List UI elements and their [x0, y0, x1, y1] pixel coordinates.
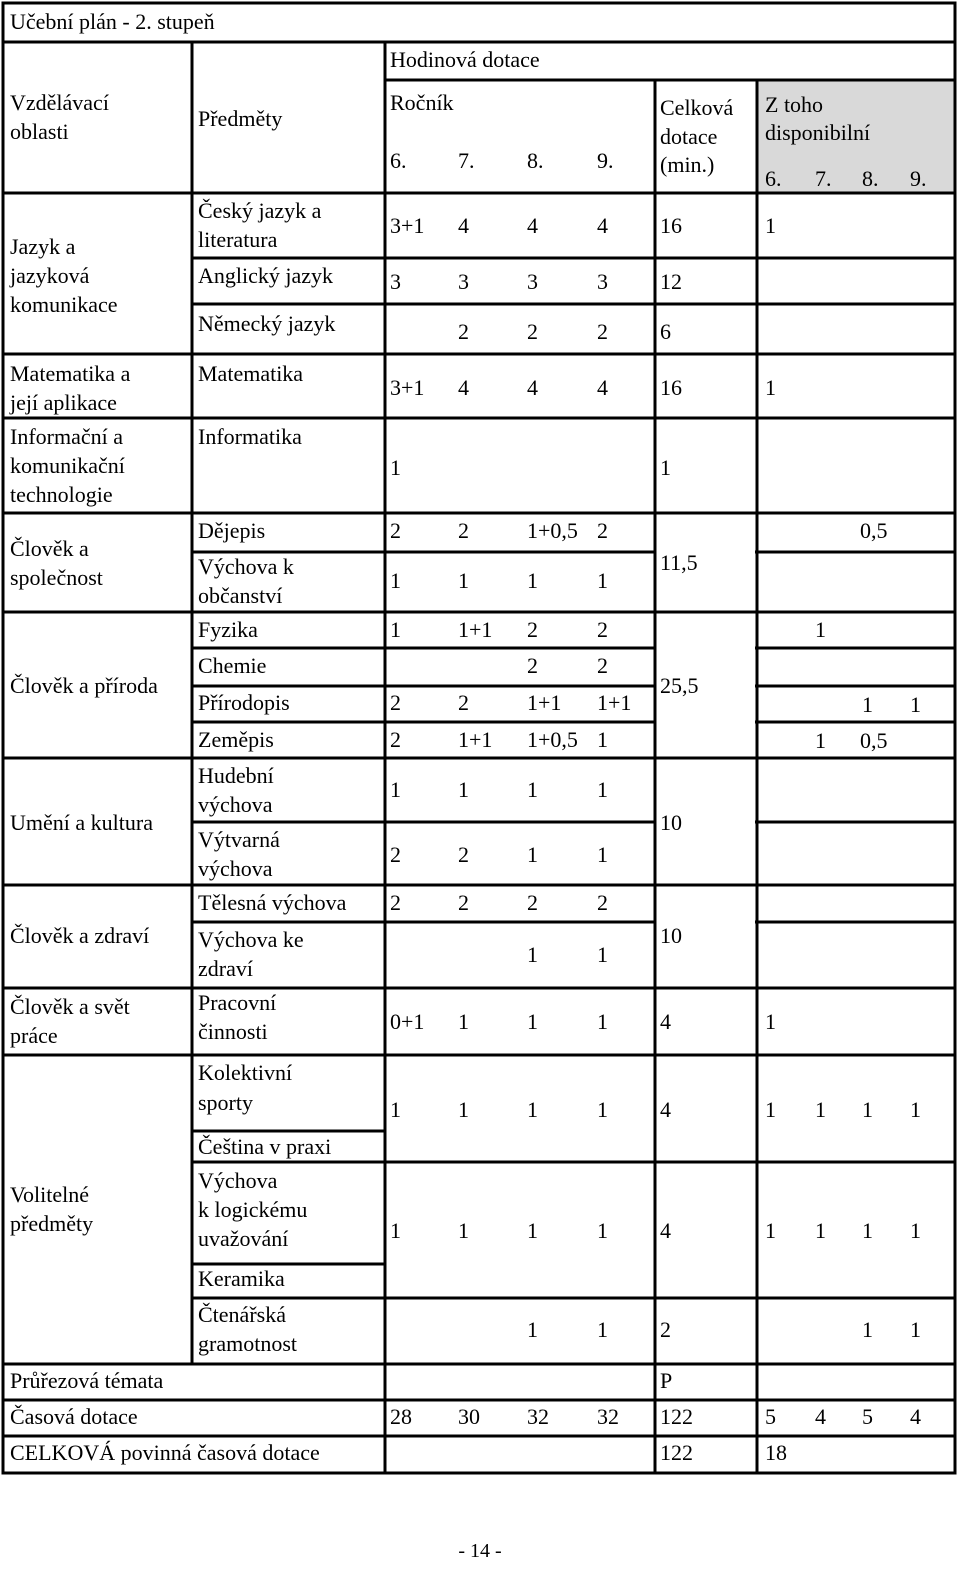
header-grade: 8. [527, 148, 544, 173]
area-clovek-svet-prace: práce [10, 1023, 58, 1048]
cell-value: 1 [765, 375, 776, 400]
cell-value: 3 [458, 269, 469, 294]
area-clovek-spolecnost: Člověk a [10, 536, 89, 561]
area-jazyk: jazyková [10, 263, 90, 288]
cell-value: 1 [597, 568, 608, 593]
subject-logicke: k logickému [198, 1197, 308, 1222]
header-celkova: (min.) [660, 152, 715, 177]
cell-total: 10 [660, 810, 682, 835]
cell-value: 2 [458, 842, 469, 867]
subject-pracovni: činnosti [198, 1019, 268, 1044]
header-celkova: dotace [660, 124, 718, 149]
subject-cestina-praxi: Čeština v praxi [198, 1134, 332, 1159]
cell-value: 1 [527, 1317, 538, 1342]
cell-value: 4 [527, 213, 538, 238]
header-ztoho: disponibilní [765, 120, 871, 145]
cell-value: 1 [527, 942, 538, 967]
cell-value: 1 [458, 777, 469, 802]
cell-value: 1 [527, 777, 538, 802]
cell-value: 1 [815, 617, 826, 642]
cell-value: 2 [458, 890, 469, 915]
cell-value: 1+1 [458, 727, 493, 752]
cell-value: 1 [527, 1097, 538, 1122]
area-volitelne: předměty [10, 1211, 94, 1236]
cell-value: 2 [458, 690, 469, 715]
cell-value: 3+1 [390, 375, 425, 400]
area-ict: Informační a [10, 424, 123, 449]
subject-hudebni: výchova [198, 792, 273, 817]
header-grade: 9. [597, 148, 614, 173]
cell-value: 1+1 [597, 690, 632, 715]
cell-value: 28 [390, 1404, 412, 1429]
cell-value: 5 [765, 1404, 776, 1429]
area-clovek-spolecnost: společnost [10, 565, 103, 590]
cell-value: 1 [765, 1097, 776, 1122]
area-matematika: její aplikace [10, 390, 117, 415]
cell-value: 2 [458, 319, 469, 344]
cell-value: 2 [390, 842, 401, 867]
cell-value: 1 [862, 692, 873, 717]
cell-value: 1 [597, 1009, 608, 1034]
cell-value: 1 [765, 1218, 776, 1243]
cell-total: 11,5 [660, 550, 698, 575]
subject-nemecky: Německý jazyk [198, 311, 336, 336]
cell-value: 3 [597, 269, 608, 294]
cell-value: 1 [527, 568, 538, 593]
cell-value: 2 [458, 518, 469, 543]
cell-value: 4 [527, 375, 538, 400]
cell-value: 18 [765, 1440, 787, 1465]
cell-value: 2 [597, 617, 608, 642]
cell-value: 1 [862, 1218, 873, 1243]
header-rocnik: Ročník [390, 90, 454, 115]
header-disp-grade: 6. [765, 166, 782, 191]
cell-value: 4 [458, 375, 469, 400]
cell-value: 2 [390, 890, 401, 915]
cell-value: 1 [815, 728, 826, 753]
header-celkova: Celková [660, 95, 734, 120]
cell-value: 1 [390, 777, 401, 802]
subject-zemepis: Zeměpis [198, 727, 274, 752]
cell-value: 2 [527, 617, 538, 642]
cell-total: 25,5 [660, 673, 699, 698]
cell-value: 12 [660, 269, 682, 294]
cell-value: 2 [527, 890, 538, 915]
header-oblast: Vzdělávací [10, 90, 109, 115]
subject-fyzika: Fyzika [198, 617, 258, 642]
row-pruzezova: Průřezová témata [10, 1368, 164, 1393]
cell-value: 1 [862, 1317, 873, 1342]
cell-value: 0,5 [860, 518, 888, 543]
subject-hudebni: Hudební [198, 763, 274, 788]
subject-cesky: Český jazyk a [198, 198, 322, 223]
subject-logicke: Výchova [198, 1168, 278, 1193]
subject-vkz: Výchova ke [198, 927, 304, 952]
cell-value: 2 [527, 653, 538, 678]
cell-value: 6 [660, 319, 671, 344]
cell-value: 1 [910, 1097, 921, 1122]
cell-value: 1 [390, 1218, 401, 1243]
cell-value: 2 [390, 518, 401, 543]
cell-value: 5 [862, 1404, 873, 1429]
cell-value: 2 [597, 518, 608, 543]
cell-value: 4 [815, 1404, 826, 1429]
cell-value: 2 [597, 653, 608, 678]
area-jazyk: Jazyk a [10, 234, 76, 259]
page-title: Učební plán - 2. stupeň [10, 9, 215, 34]
area-matematika: Matematika a [10, 361, 131, 386]
cell-value: 1 [597, 777, 608, 802]
cell-value: 30 [458, 1404, 480, 1429]
cell-value: 1 [527, 842, 538, 867]
cell-value: 1 [390, 1097, 401, 1122]
area-jazyk: komunikace [10, 292, 118, 317]
header-oblast: oblasti [10, 119, 69, 144]
cell-value: 0,5 [860, 728, 888, 753]
cell-value: 1 [910, 1317, 921, 1342]
subject-vytvarna: výchova [198, 856, 273, 881]
cell-value: 1 [597, 1317, 608, 1342]
area-volitelne: Volitelné [10, 1182, 90, 1207]
cell-value: 4 [910, 1404, 921, 1429]
row-celkova: CELKOVÁ povinná časová dotace [10, 1440, 320, 1465]
cell-value: 1 [390, 568, 401, 593]
subject-chemie: Chemie [198, 653, 267, 678]
cell-value: 1 [765, 1009, 776, 1034]
subject-ctenarska: gramotnost [198, 1331, 297, 1356]
subject-informatika: Informatika [198, 424, 302, 449]
header-grade: 7. [458, 148, 475, 173]
cell-value: 1 [597, 727, 608, 752]
cell-value: 1 [458, 1218, 469, 1243]
cell-value: 1+0,5 [527, 727, 578, 752]
cell-value: 2 [660, 1317, 671, 1342]
cell-value: 4 [660, 1097, 671, 1122]
cell-value: 4 [660, 1218, 671, 1243]
page-number: - 14 - [458, 1540, 502, 1562]
cell-value: 0+1 [390, 1009, 425, 1034]
header-ztoho: Z toho [765, 92, 824, 117]
cell-value: 16 [660, 375, 682, 400]
cell-value: 1 [458, 568, 469, 593]
cell-value: 1+1 [527, 690, 562, 715]
cell-value: 1 [910, 692, 921, 717]
cell-value: 16 [660, 213, 682, 238]
subject-kolektivni: Kolektivní [198, 1060, 293, 1085]
cell-value: P [660, 1368, 673, 1393]
subject-logicke: uvažování [198, 1226, 289, 1251]
cell-value: 3 [527, 269, 538, 294]
header-disp-grade: 8. [862, 166, 879, 191]
cell-value: 122 [660, 1440, 693, 1465]
cell-value: 1 [660, 455, 671, 480]
subject-prirodopis: Přírodopis [198, 690, 290, 715]
subject-matematika: Matematika [198, 361, 304, 386]
area-umeni-kultura: Umění a kultura [10, 810, 153, 835]
cell-value: 1 [597, 942, 608, 967]
cell-value: 2 [390, 727, 401, 752]
cell-value: 1 [527, 1218, 538, 1243]
cell-total: 10 [660, 923, 682, 948]
cell-value: 2 [597, 890, 608, 915]
cell-value: 2 [390, 690, 401, 715]
cell-value: 4 [660, 1009, 671, 1034]
area-clovek-svet-prace: Člověk a svět [10, 994, 130, 1019]
subject-vytvarna: Výtvarná [198, 827, 280, 852]
cell-value: 1 [458, 1009, 469, 1034]
cell-value: 1 [815, 1218, 826, 1243]
subject-ctenarska: Čtenářská [198, 1302, 286, 1327]
subject-anglicky: Anglický jazyk [198, 263, 334, 288]
cell-value: 1 [390, 617, 401, 642]
subject-vko: občanství [198, 583, 283, 608]
cell-value: 1 [390, 455, 401, 480]
cell-value: 4 [458, 213, 469, 238]
subject-cesky: literatura [198, 227, 278, 252]
cell-value: 4 [597, 213, 608, 238]
cell-value: 2 [527, 319, 538, 344]
cell-value: 1 [815, 1097, 826, 1122]
subject-vkz: zdraví [198, 956, 253, 981]
cell-value: 1+0,5 [527, 518, 578, 543]
subject-kolektivni: sporty [198, 1090, 253, 1115]
cell-value: 3 [390, 269, 401, 294]
cell-value: 32 [597, 1404, 619, 1429]
subject-vko: Výchova k [198, 554, 294, 579]
row-casova: Časová dotace [10, 1404, 138, 1429]
subject-telesna: Tělesná výchova [198, 890, 347, 915]
subject-keramika: Keramika [198, 1266, 285, 1291]
cell-value: 32 [527, 1404, 549, 1429]
cell-value: 2 [597, 319, 608, 344]
area-clovek-zdravi: Člověk a zdraví [10, 923, 150, 948]
cell-value: 1 [597, 842, 608, 867]
area-ict: technologie [10, 482, 113, 507]
header-grade: 6. [390, 148, 407, 173]
cell-value: 4 [597, 375, 608, 400]
cell-value: 1 [862, 1097, 873, 1122]
cell-value: 1 [458, 1097, 469, 1122]
subject-dejepis: Dějepis [198, 518, 266, 543]
cell-value: 1 [765, 213, 776, 238]
cell-value: 1 [597, 1097, 608, 1122]
subject-pracovni: Pracovní [198, 990, 277, 1015]
header-hodinova: Hodinová dotace [390, 47, 540, 72]
area-clovek-priroda: Člověk a příroda [10, 673, 158, 698]
cell-value: 1 [910, 1218, 921, 1243]
header-disp-grade: 9. [910, 166, 927, 191]
area-ict: komunikační [10, 453, 125, 478]
header-disp-grade: 7. [815, 166, 832, 191]
cell-value: 3+1 [390, 213, 425, 238]
cell-value: 1 [527, 1009, 538, 1034]
cell-value: 122 [660, 1404, 693, 1429]
header-predmety: Předměty [198, 106, 283, 131]
cell-value: 1+1 [458, 617, 493, 642]
cell-value: 1 [597, 1218, 608, 1243]
